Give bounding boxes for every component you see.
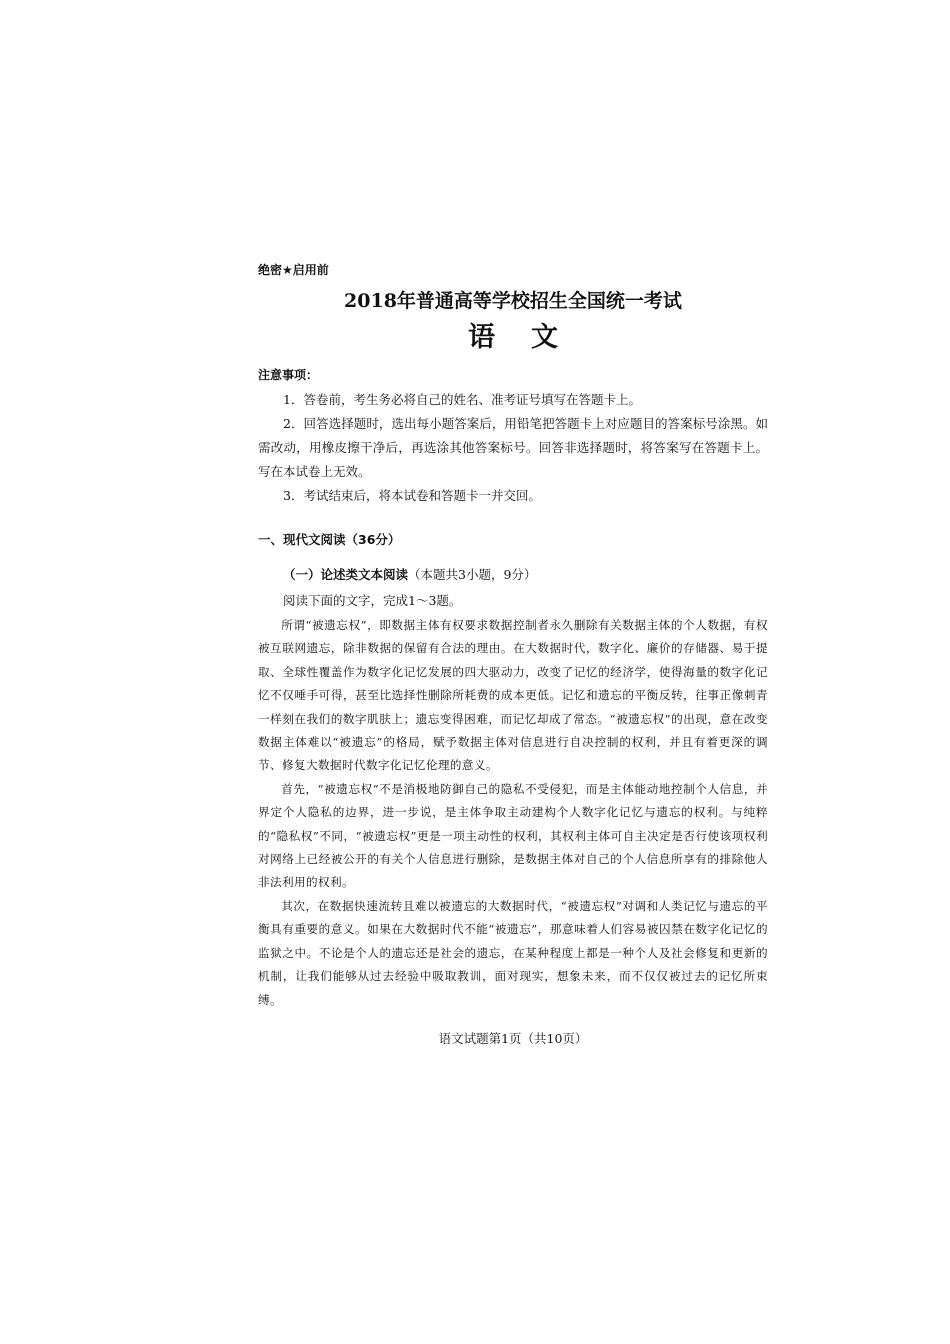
- passage-paragraph: 所谓“被遗忘权”，即数据主体有权要求数据控制者永久删除有关数据主体的个人数据，有权被互联网遗忘，除非数据的保留有合法的理由。在大数据时代，数字化、廉价的存储器、易于提取、全球性覆盖作为数字化记忆发展的四大驱动力，改变了记忆的经济学，使得海量的数字化记忆不仅唾手可得，甚至比选择性删除所耗费的成本更低。记忆和遗忘的平衡反转，往事正像刺青一样刻在我们的数字肌肤上；遗忘变得困难，而记忆却成了常态。“被遗忘权”的出现，意在改变数据主体难以“被遗忘”的格局，赋予数据主体对信息进行自决控制的权利，并且有着更深的调节、修复大数据时代数字化记忆伦理的意义。: [258, 618, 768, 773]
- subsection-heading: [258, 564, 768, 586]
- subsection-note: （本题共3小题，9分）: [408, 567, 537, 582]
- notice-heading: 注意事项：: [258, 368, 319, 382]
- page-content: [258, 262, 768, 1012]
- notice-item: 1．答卷前，考生务必将自己的姓名、准考证号填写在答题卡上。: [283, 392, 641, 407]
- subject-title: 语文: [468, 322, 594, 353]
- notice-block: [258, 366, 768, 508]
- notice-item: 3．考试结束后，将本试卷和答题卡一并交回。: [283, 488, 541, 503]
- notice-item: 2．回答选择题时，选出每小题答案后，用铅笔把答题卡上对应题目的答案标号涂黑。如需改动，用橡皮擦干净后，再选涂其他答案标号。回答非选择题时，将答案写在答题卡上。写在本试卷上无效。: [258, 416, 768, 479]
- classification-label: 绝密★启用前: [258, 263, 329, 277]
- section-heading: 一、现代文阅读（36分）: [258, 532, 401, 547]
- passage-paragraph: 其次，在数据快速流转且难以被遗忘的大数据时代，“被遗忘权”对调和人类记忆与遗忘的平衡具有重要的意义。如果在大数据时代不能“被遗忘”，那意味着人们容易被囚禁在数字化记忆的监狱之中。不论是个人的遗忘还是社会的遗忘，在某种程度上都是一种个人及社会修复和更新的机制，让我们能够从过去经验中吸取教训，面对现实，想象未来，而不仅仅被过去的记忆所束缚。: [258, 898, 768, 1007]
- subsection-title: （一）论述类文本阅读: [283, 567, 409, 582]
- page-footer: 语文试题第1页（共10页）: [438, 1031, 588, 1046]
- passage-paragraph: 首先，“被遗忘权”不是消极地防御自己的隐私不受侵犯，而是主体能动地控制个人信息，并界定个人隐私的边界，进一步说，是主体争取主动建构个人数字化记忆与遗忘的权利。与纯粹的“隐私权”不同，“被遗忘权”更是一项主动性的权利，其权利主体可自主决定是否行使该项权利对网络上已经被公开的有关个人信息进行删除，是数据主体对自己的个人信息所享有的排除他人非法利用的权利。: [258, 781, 768, 890]
- reading-passage: [258, 614, 768, 1012]
- reading-instruction: 阅读下面的文字，完成1～3题。: [283, 593, 462, 608]
- exam-title: 2018年普通高等学校招生全国统一考试: [344, 290, 682, 312]
